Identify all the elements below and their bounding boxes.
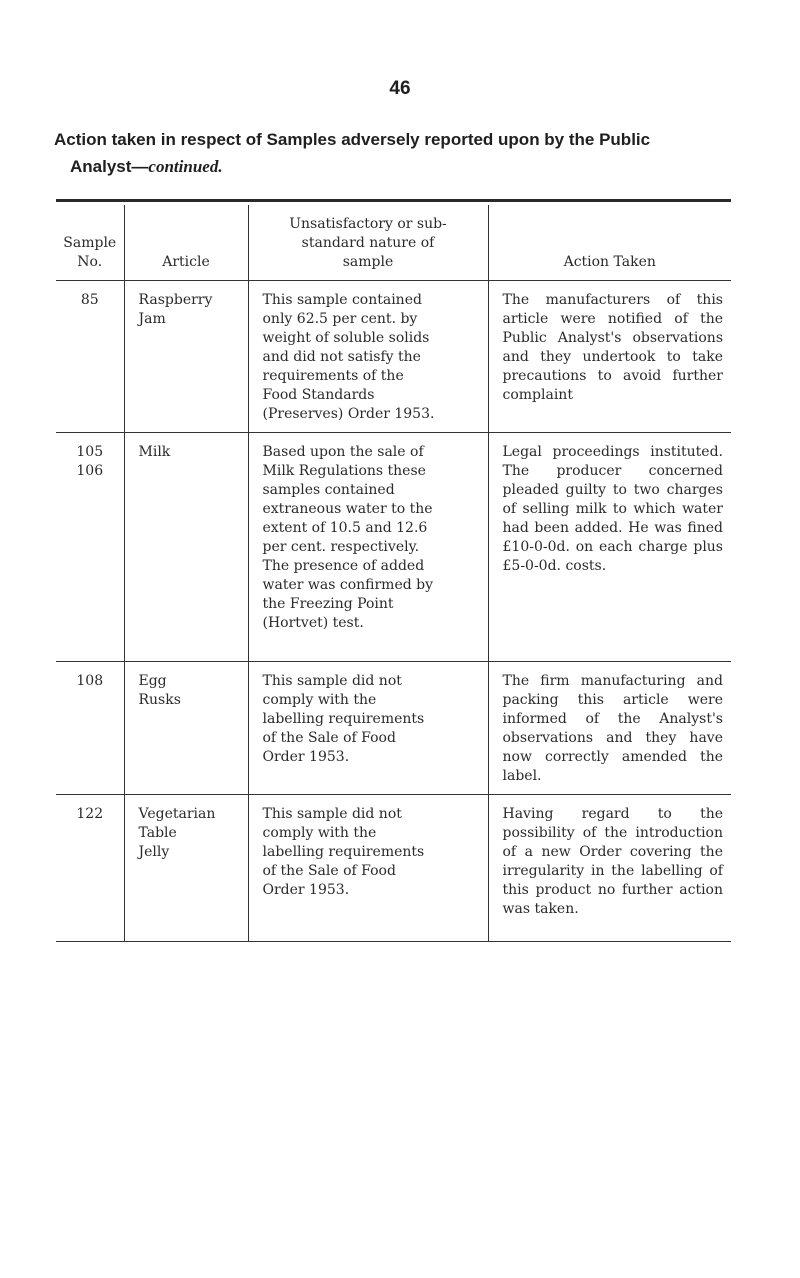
page-number: 46 bbox=[389, 78, 411, 99]
cell-sample-no: 85 bbox=[56, 281, 124, 433]
page-heading bbox=[54, 126, 754, 180]
cell-article: Vegetarian Table Jelly bbox=[124, 795, 248, 942]
cell-sample-no: 105 106 bbox=[56, 433, 124, 662]
table-row bbox=[56, 662, 731, 795]
cell-nature: Based upon the sale of Milk Regulations these samples contained extraneous water to the extent of 10.5 and 12.6 per cent. respectively. The presence of added water was confirmed by the Freezing Point (Hortvet) test. bbox=[248, 433, 488, 662]
table-top-rule bbox=[56, 199, 731, 202]
heading-line-2 bbox=[54, 153, 754, 180]
cell-action-taken: The manufacturers of this article were notified of the Public Analyst's observations and they undertook to take precautions to avoid further complaint bbox=[488, 281, 731, 433]
table-header-row bbox=[56, 205, 731, 281]
cell-sample-no: 108 bbox=[56, 662, 124, 795]
table-row bbox=[56, 433, 731, 662]
cell-action-taken: Legal proceedings instituted. The producer concerned pleaded guilty to two charges of selling milk to which water had been added. He was fined £10-0-0d. on each charge plus £5-0-0d. costs. bbox=[488, 433, 731, 662]
cell-nature: This sample did not comply with the labelling requirements of the Sale of Food Order 1953. bbox=[248, 662, 488, 795]
header-sample-no: Sample No. bbox=[56, 205, 124, 281]
cell-article: Milk bbox=[124, 433, 248, 662]
cell-nature: This sample did not comply with the labelling requirements of the Sale of Food Order 1953. bbox=[248, 795, 488, 942]
table-row bbox=[56, 281, 731, 433]
header-unsatisfactory-nature: Unsatisfactory or sub- standard nature of sample bbox=[248, 205, 488, 281]
heading-line-2-prefix: Analyst— bbox=[70, 157, 149, 176]
cell-article: Egg Rusks bbox=[124, 662, 248, 795]
cell-article: Raspberry Jam bbox=[124, 281, 248, 433]
samples-table bbox=[56, 205, 731, 942]
heading-line-1: Action taken in respect of Samples adversely reported upon by the Public bbox=[54, 130, 651, 149]
cell-action-taken: Having regard to the possibility of the introduction of a new Order covering the irregularity in the labelling of this product no further action was taken. bbox=[488, 795, 731, 942]
cell-sample-no: 122 bbox=[56, 795, 124, 942]
header-article: Article bbox=[124, 205, 248, 281]
table-row bbox=[56, 795, 731, 942]
cell-action-taken: The firm manufacturing and packing this article were informed of the Analyst's observations and they have now correctly amended the label. bbox=[488, 662, 731, 795]
heading-continued: continued. bbox=[148, 157, 223, 176]
cell-nature: This sample contained only 62.5 per cent. by weight of soluble solids and did not satisfy the requirements of the Food Standards (Preserves) Order 1953. bbox=[248, 281, 488, 433]
samples-table-wrapper bbox=[56, 199, 731, 942]
header-action-taken: Action Taken bbox=[488, 205, 731, 281]
